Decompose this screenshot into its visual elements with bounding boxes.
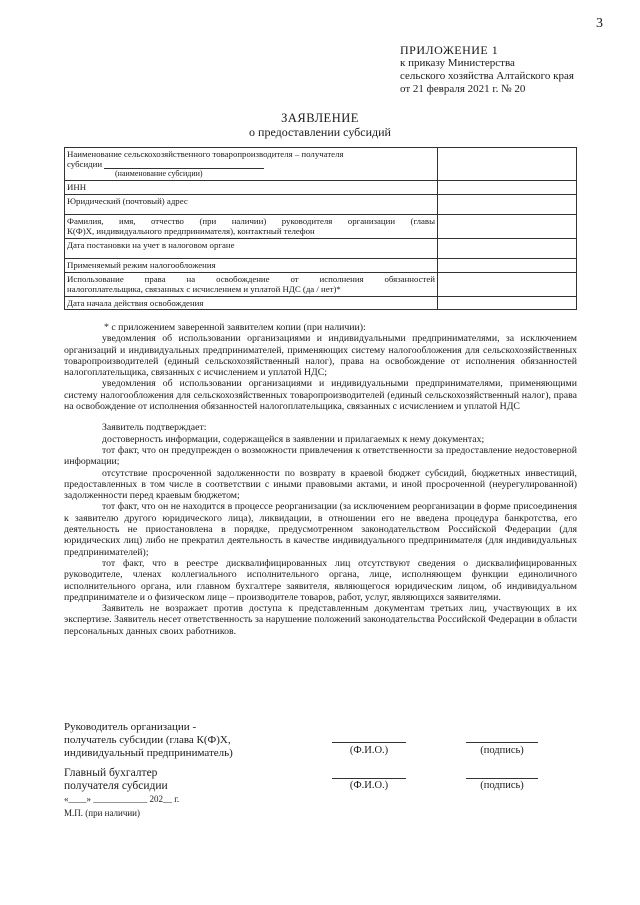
signature-caption: (подпись) [480, 745, 524, 756]
table-row [65, 259, 577, 273]
form-label-cell: Юридический (почтовый) адрес [65, 195, 438, 215]
application-form-table [64, 147, 577, 310]
table-row [65, 273, 577, 297]
accountant-signature-label [64, 767, 168, 793]
form-label: Наименование сельскохозяйственного товаропроизводителя – получателя [67, 149, 344, 159]
fio-caption: (Ф.И.О.) [349, 745, 389, 756]
form-value-cell[interactable] [438, 259, 577, 273]
form-sublabel: (наименование субсидии) [115, 169, 203, 178]
signature-label-line: Руководитель организации - [64, 721, 197, 733]
form-label: Фамилия, имя, отчество (при наличии) руководителя организации (главы [67, 216, 435, 226]
appendix-line: к приказу Министерства [400, 57, 515, 69]
fio-signature-line[interactable] [332, 742, 406, 743]
form-label-cell: Применяемый режим налогообложения [65, 259, 438, 273]
paragraph: уведомления об использовании организациями и индивидуальными предпринимателями, применяющими систему налогообложения для сельскохозяйственных товаропроизводителей (единый сельскохозяйственный налог), права на освобождение от исполнения обязанностей налогоплательщика, связанных с исчислением и уплатой НДС [64, 378, 577, 413]
form-label-cell [65, 148, 438, 181]
signature-line[interactable] [466, 742, 538, 743]
table-row [65, 215, 577, 239]
date-line[interactable]: «____» ____________ 202__ г. [64, 794, 180, 804]
form-value-cell[interactable] [438, 215, 577, 239]
form-label-cell: Дата постановки на учет в налоговом органе [65, 239, 438, 259]
signature-caption: (подпись) [480, 780, 524, 791]
form-value-cell[interactable] [438, 181, 577, 195]
form-label-cell [65, 273, 438, 297]
form-value-cell[interactable] [438, 195, 577, 215]
paragraph: достоверность информации, содержащейся в заявлении и прилагаемых к нему документах; [102, 433, 485, 445]
signature-label-line: Главный бухгалтер [64, 767, 158, 779]
form-value-cell[interactable] [438, 297, 577, 310]
document-title [0, 111, 640, 139]
document-title-main: ЗАЯВЛЕНИЕ [281, 111, 359, 125]
fio-signature-line[interactable] [332, 778, 406, 779]
signature-line[interactable] [466, 778, 538, 779]
seal-note: М.П. (при наличии) [64, 808, 140, 818]
form-label: субсидии [67, 159, 435, 169]
paragraph: тот факт, что в реестре дисквалифицированных лиц отсутствуют сведения о дисквалифицированных руководителе, членах коллегиального исполнительного органа, лице, исполняющем функции единоличного исполнительного органа, или главном бухгалтере заявителя, являющегося юридическим лицом, об индивидуальном предпринимателе и о физическом лице – производителе товаров, работ, услуг, являющихся заявителями. [64, 557, 577, 603]
appendix-header [400, 44, 574, 96]
body-text [64, 322, 577, 637]
appendix-line: от 21 февраля 2021 г. № 20 [400, 83, 526, 95]
paragraph: Заявитель не возражает против доступа к представленным документам третьих лиц, участвующих в их экспертизе. Заявитель несет ответственность за нарушение положений законодательства Российской Федерации в области персональных данных своих работников. [64, 603, 577, 637]
form-label: К(Ф)Х, индивидуального предпринимателя), контактный телефон [67, 226, 315, 236]
form-label: налогоплательщика, связанных с исчислением и уплатой НДС (да / нет)* [67, 284, 341, 294]
paragraph: тот факт, что он не находится в процессе реорганизации (за исключением реорганизации в форме присоединения к заявителю другого юридического лица), ликвидации, в отношении его не введена процедура банкротства, его деятельность не приостановлена в порядке, предусмотренном законодательством Российской Федерации (для юридических лиц) либо не прекратил деятельность в качестве индивидуального предпринимателя (для индивидуальных предпринимателей); [64, 501, 577, 558]
form-value-cell[interactable] [438, 239, 577, 259]
form-label: Использование права на освобождение от исполнения обязанностей [67, 274, 435, 284]
form-label-cell: Дата начала действия освобождения [65, 297, 438, 310]
signature-label-line: получателя субсидии [64, 780, 168, 792]
paragraph: отсутствие просроченной задолженности по возврату в краевой бюджет субсидий, бюджетных инвестиций, предоставленных в том числе в соответствии с иными правовыми актами, и иной просроченной (неурегулированной) задолженности перед краевым бюджетом; [64, 467, 577, 502]
signature-label-line: получатель субсидии (глава К(Ф)Х, [64, 734, 231, 746]
form-value-cell[interactable] [438, 273, 577, 297]
table-row [65, 297, 577, 310]
form-value-cell[interactable] [438, 148, 577, 181]
form-label-cell [65, 215, 438, 239]
table-row [65, 239, 577, 259]
paragraph: * с приложением заверенной заявителем копии (при наличии): [104, 322, 366, 333]
paragraph: уведомления об использовании организациями и индивидуальными предпринимателями, за исключением организаций и индивидуальных предпринимателей, применяющих систему налогообложения для сельскохозяйственных товаропроизводителей (единый сельскохозяйственный налог), права на освобождение от исполнения обязанностей налогоплательщика, связанных с исчислением и уплатой НДС; [64, 333, 577, 379]
appendix-line: сельского хозяйства Алтайского края [400, 70, 574, 82]
table-row [65, 195, 577, 215]
table-row [65, 181, 577, 195]
paragraph: Заявитель подтверждает: [102, 422, 207, 434]
signature-label-line: индивидуальный предприниматель) [64, 747, 233, 759]
table-row [65, 148, 577, 181]
document-title-sub: о предоставлении субсидий [249, 125, 391, 139]
head-signature-label [64, 721, 233, 760]
appendix-title: ПРИЛОЖЕНИЕ 1 [400, 43, 499, 57]
form-label-cell: ИНН [65, 181, 438, 195]
paragraph: тот факт, что он предупрежден о возможности привлечения к ответственности за предоставление недостоверной информации; [64, 444, 577, 468]
fio-caption: (Ф.И.О.) [349, 780, 389, 791]
page-number: 3 [596, 16, 603, 31]
